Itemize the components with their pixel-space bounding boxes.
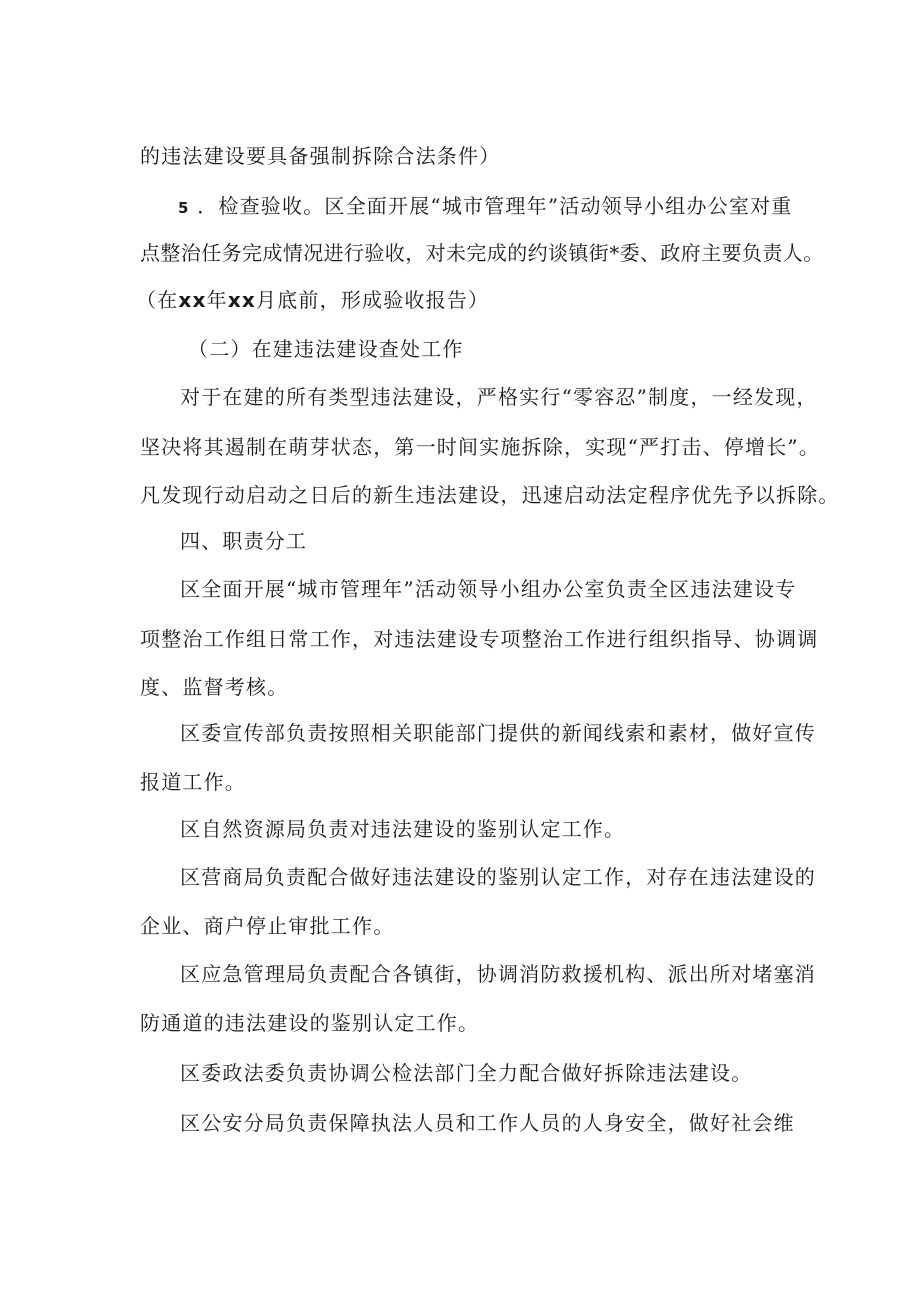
- paragraph-line: 对于在建的所有类型违法建设，严格实行“零容忍”制度，一经发现，: [180, 385, 818, 409]
- paragraph-line: 凡发现行动启动之日后的新生违法建设，迅速启动法定程序优先予以拆除。: [140, 483, 840, 507]
- paragraph-line: 点整治任务完成情况进行验收，对未完成的约谈镇街*委、政府主要负责人。: [140, 241, 824, 265]
- paragraph-line: 区全面开展“城市管理年”活动领导小组办公室负责全区违法建设专: [180, 577, 797, 601]
- paragraph-line: 度、监督考核。: [140, 675, 289, 699]
- item-5-line: [178, 193, 792, 221]
- paragraph-line: 区自然资源局负责对违法建设的鉴别认定工作。: [180, 817, 626, 841]
- paragraph-line: 防通道的违法建设的鉴别认定工作。: [140, 1011, 480, 1035]
- deadline-line: [136, 287, 489, 313]
- paragraph-line: 区委政法委负责协调公检法部门全力配合做好拆除违法建设。: [180, 1061, 753, 1085]
- month-placeholder: xx: [227, 288, 257, 312]
- paragraph-line: 区委宣传部负责按照相关职能部门提供的新闻线索和素材，做好宣传: [180, 721, 816, 745]
- paragraph-line: 区公安分局负责保障执法人员和工作人员的人身安全，做好社会维: [180, 1111, 795, 1135]
- paragraph-line: 项整治工作组日常工作，对违法建设专项整治工作进行组织指导、协调调: [140, 627, 819, 651]
- year-char: 年: [206, 288, 228, 312]
- deadline-suffix: 月底前，形成验收报告）: [256, 288, 490, 312]
- section-heading: 四、职责分工: [180, 529, 308, 553]
- paragraph-line: 坚决将其遏制在萌芽状态，第一时间实施拆除，实现“严打击、停增长”。: [140, 435, 821, 459]
- year-placeholder: xx: [178, 288, 207, 312]
- section-heading: （二）在建违法建设查处工作: [188, 337, 464, 361]
- item-text: ．检查验收。区全面开展“城市管理年”活动领导小组办公室对重: [197, 194, 793, 218]
- paragraph-line: 的违法建设要具备强制拆除合法条件）: [140, 144, 501, 168]
- deadline-prefix: （在: [136, 288, 179, 312]
- paragraph-line: 报道工作。: [140, 770, 246, 794]
- paragraph-line: 区应急管理局负责配合各镇街，协调消防救援机构、派出所对堵塞消: [180, 962, 816, 986]
- paragraph-line: 区营商局负责配合做好违法建设的鉴别认定工作，对存在违法建设的: [180, 865, 816, 889]
- paragraph-line: 企业、商户停止审批工作。: [140, 914, 395, 938]
- item-number: 5: [178, 199, 190, 217]
